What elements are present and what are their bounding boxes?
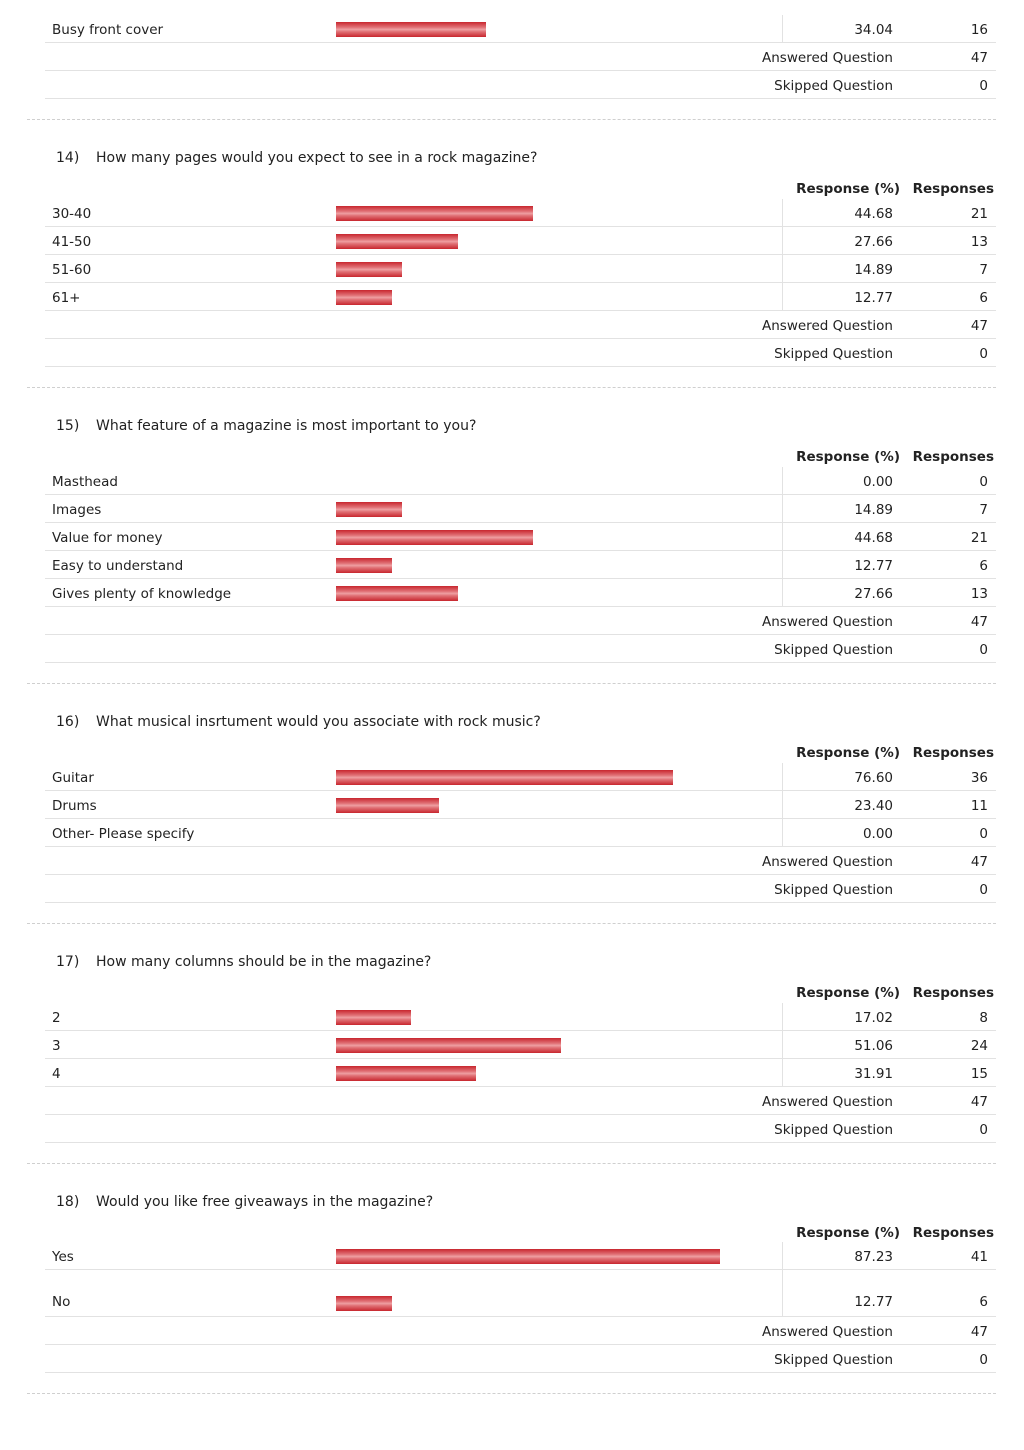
response-bar: [336, 262, 402, 277]
section-divider: [27, 1163, 996, 1164]
response-percent: 0.00: [862, 826, 893, 842]
response-row: [45, 763, 996, 791]
question-title: [56, 954, 431, 970]
response-count: 15: [970, 1066, 988, 1082]
skipped-count: 0: [979, 642, 988, 658]
question-text: What musical insrtument would you associate with rock music?: [96, 714, 541, 730]
response-row: [45, 283, 996, 311]
answered-row: [45, 43, 996, 71]
response-count: 41: [970, 1249, 988, 1265]
option-label: Gives plenty of knowledge: [52, 586, 232, 602]
section-divider: [27, 683, 996, 684]
answered-label: Answered Question: [762, 318, 893, 334]
response-percent: 12.77: [854, 558, 893, 574]
response-bar: [336, 770, 673, 785]
response-count: 13: [970, 234, 988, 250]
header-responses: Responses: [912, 745, 994, 761]
response-bar: [336, 1066, 476, 1081]
column-divider: [782, 551, 783, 578]
answered-label: Answered Question: [762, 1094, 893, 1110]
column-divider: [782, 467, 783, 494]
response-row: [45, 15, 996, 43]
question-title: [56, 1194, 433, 1210]
column-header: [45, 1223, 996, 1243]
question-text: How many pages would you expect to see in a rock magazine?: [96, 150, 538, 166]
response-row: [45, 1242, 996, 1270]
answered-label: Answered Question: [762, 1324, 893, 1340]
question-text: Would you like free giveaways in the magazine?: [96, 1194, 434, 1210]
option-label: Value for money: [52, 530, 163, 546]
response-count: 36: [970, 770, 988, 786]
response-count: 11: [970, 798, 988, 814]
option-label: Easy to understand: [52, 558, 184, 574]
response-row: [45, 255, 996, 283]
column-divider: [782, 255, 783, 282]
answered-count: 47: [970, 318, 988, 334]
option-label: 3: [52, 1038, 61, 1054]
column-divider: [782, 763, 783, 790]
response-row: [45, 523, 996, 551]
option-label: Other- Please specify: [52, 826, 195, 842]
option-label: 2: [52, 1010, 61, 1026]
response-bar: [336, 586, 458, 601]
response-percent: 0.00: [862, 474, 893, 490]
question-text: How many columns should be in the magazine?: [96, 954, 432, 970]
response-percent: 51.06: [854, 1038, 893, 1054]
response-count: 24: [970, 1038, 988, 1054]
response-bar: [336, 1249, 720, 1264]
header-response-percent: Response (%): [796, 985, 900, 1001]
section-divider: [27, 1393, 996, 1394]
column-header: [45, 983, 996, 1003]
response-percent: 76.60: [854, 770, 893, 786]
response-bar: [336, 798, 439, 813]
response-row: [45, 495, 996, 523]
column-divider: [782, 227, 783, 254]
column-divider: [782, 1270, 783, 1316]
skipped-count: 0: [979, 78, 988, 94]
answered-label: Answered Question: [762, 614, 893, 630]
response-count: 8: [979, 1010, 988, 1026]
answered-row: [45, 1087, 996, 1115]
response-percent: 31.91: [854, 1066, 893, 1082]
response-bar: [336, 1010, 411, 1025]
response-row: [45, 819, 996, 847]
response-percent: 17.02: [854, 1010, 893, 1026]
response-percent: 34.04: [854, 22, 893, 38]
skipped-count: 0: [979, 1352, 988, 1368]
response-percent: 27.66: [854, 586, 893, 602]
response-row: [45, 199, 996, 227]
skipped-row: [45, 1345, 996, 1373]
question-title: [56, 150, 537, 166]
option-label: 4: [52, 1066, 61, 1082]
skipped-label: Skipped Question: [774, 882, 893, 898]
skipped-count: 0: [979, 346, 988, 362]
option-label: Busy front cover: [52, 22, 164, 38]
response-count: 0: [979, 826, 988, 842]
response-count: 21: [970, 206, 988, 222]
response-percent: 87.23: [854, 1249, 893, 1265]
skipped-count: 0: [979, 882, 988, 898]
response-percent: 44.68: [854, 206, 893, 222]
column-divider: [782, 1242, 783, 1269]
response-row: [45, 1031, 996, 1059]
response-percent: 12.77: [854, 1294, 893, 1310]
header-response-percent: Response (%): [796, 745, 900, 761]
skipped-label: Skipped Question: [774, 1122, 893, 1138]
column-header: [45, 743, 996, 763]
response-row: [45, 1003, 996, 1031]
response-row: [45, 467, 996, 495]
header-response-percent: Response (%): [796, 181, 900, 197]
answered-row: [45, 847, 996, 875]
header-responses: Responses: [912, 1225, 994, 1241]
column-divider: [782, 15, 783, 42]
column-divider: [782, 791, 783, 818]
column-divider: [782, 523, 783, 550]
response-row: [45, 579, 996, 607]
column-divider: [782, 495, 783, 522]
section-divider: [27, 923, 996, 924]
answered-row: [45, 1317, 996, 1345]
response-percent: 27.66: [854, 234, 893, 250]
column-divider: [782, 1031, 783, 1058]
option-label: 41-50: [52, 234, 92, 250]
response-percent: 23.40: [854, 798, 893, 814]
answered-count: 47: [970, 50, 988, 66]
section-divider: [27, 119, 996, 120]
answered-label: Answered Question: [762, 50, 893, 66]
response-bar: [336, 290, 392, 305]
option-label: 30-40: [52, 206, 92, 222]
header-responses: Responses: [912, 181, 994, 197]
question-title: [56, 418, 476, 434]
skipped-row: [45, 875, 996, 903]
header-responses: Responses: [912, 449, 994, 465]
skipped-row: [45, 339, 996, 367]
question-text: What feature of a magazine is most important to you?: [96, 418, 477, 434]
column-divider: [782, 1059, 783, 1086]
answered-count: 47: [970, 854, 988, 870]
response-count: 6: [979, 558, 988, 574]
answered-count: 47: [970, 614, 988, 630]
response-bar: [336, 1038, 561, 1053]
response-count: 0: [979, 474, 988, 490]
response-count: 7: [979, 262, 988, 278]
response-percent: 14.89: [854, 262, 893, 278]
response-count: 16: [970, 22, 988, 38]
skipped-label: Skipped Question: [774, 1352, 893, 1368]
question-number: 17): [56, 954, 80, 970]
response-count: 21: [970, 530, 988, 546]
response-row: [45, 1059, 996, 1087]
option-label: Images: [52, 502, 102, 518]
option-label: Guitar: [52, 770, 94, 786]
answered-count: 47: [970, 1324, 988, 1340]
response-row: [45, 791, 996, 819]
answered-row: [45, 311, 996, 339]
response-count: 6: [979, 1294, 988, 1310]
skipped-label: Skipped Question: [774, 346, 893, 362]
skipped-label: Skipped Question: [774, 78, 893, 94]
column-divider: [782, 1003, 783, 1030]
response-row: [45, 551, 996, 579]
option-label: Yes: [52, 1249, 74, 1265]
response-bar: [336, 234, 458, 249]
column-divider: [782, 819, 783, 846]
skipped-row: [45, 71, 996, 99]
response-bar: [336, 1296, 392, 1311]
column-header: [45, 179, 996, 199]
header-responses: Responses: [912, 985, 994, 1001]
response-percent: 44.68: [854, 530, 893, 546]
answered-row: [45, 607, 996, 635]
column-divider: [782, 283, 783, 310]
response-bar: [336, 502, 402, 517]
response-percent: 12.77: [854, 290, 893, 306]
response-count: 6: [979, 290, 988, 306]
option-label: 51-60: [52, 262, 92, 278]
response-count: 13: [970, 586, 988, 602]
column-divider: [782, 199, 783, 226]
question-number: 18): [56, 1194, 80, 1210]
response-row: [45, 227, 996, 255]
question-title: [56, 714, 541, 730]
option-label: No: [52, 1294, 71, 1310]
skipped-count: 0: [979, 1122, 988, 1138]
skipped-label: Skipped Question: [774, 642, 893, 658]
response-bar: [336, 206, 533, 221]
skipped-row: [45, 1115, 996, 1143]
option-label: 61+: [52, 290, 81, 306]
response-row: [45, 1270, 996, 1317]
response-bar: [336, 558, 392, 573]
section-divider: [27, 387, 996, 388]
question-number: 14): [56, 150, 80, 166]
response-count: 7: [979, 502, 988, 518]
column-divider: [782, 579, 783, 606]
response-bar: [336, 22, 486, 37]
question-number: 16): [56, 714, 80, 730]
response-percent: 14.89: [854, 502, 893, 518]
option-label: Masthead: [52, 474, 118, 490]
option-label: Drums: [52, 798, 97, 814]
question-number: 15): [56, 418, 80, 434]
column-header: [45, 447, 996, 467]
answered-label: Answered Question: [762, 854, 893, 870]
header-response-percent: Response (%): [796, 449, 900, 465]
skipped-row: [45, 635, 996, 663]
header-response-percent: Response (%): [796, 1225, 900, 1241]
answered-count: 47: [970, 1094, 988, 1110]
response-bar: [336, 530, 533, 545]
